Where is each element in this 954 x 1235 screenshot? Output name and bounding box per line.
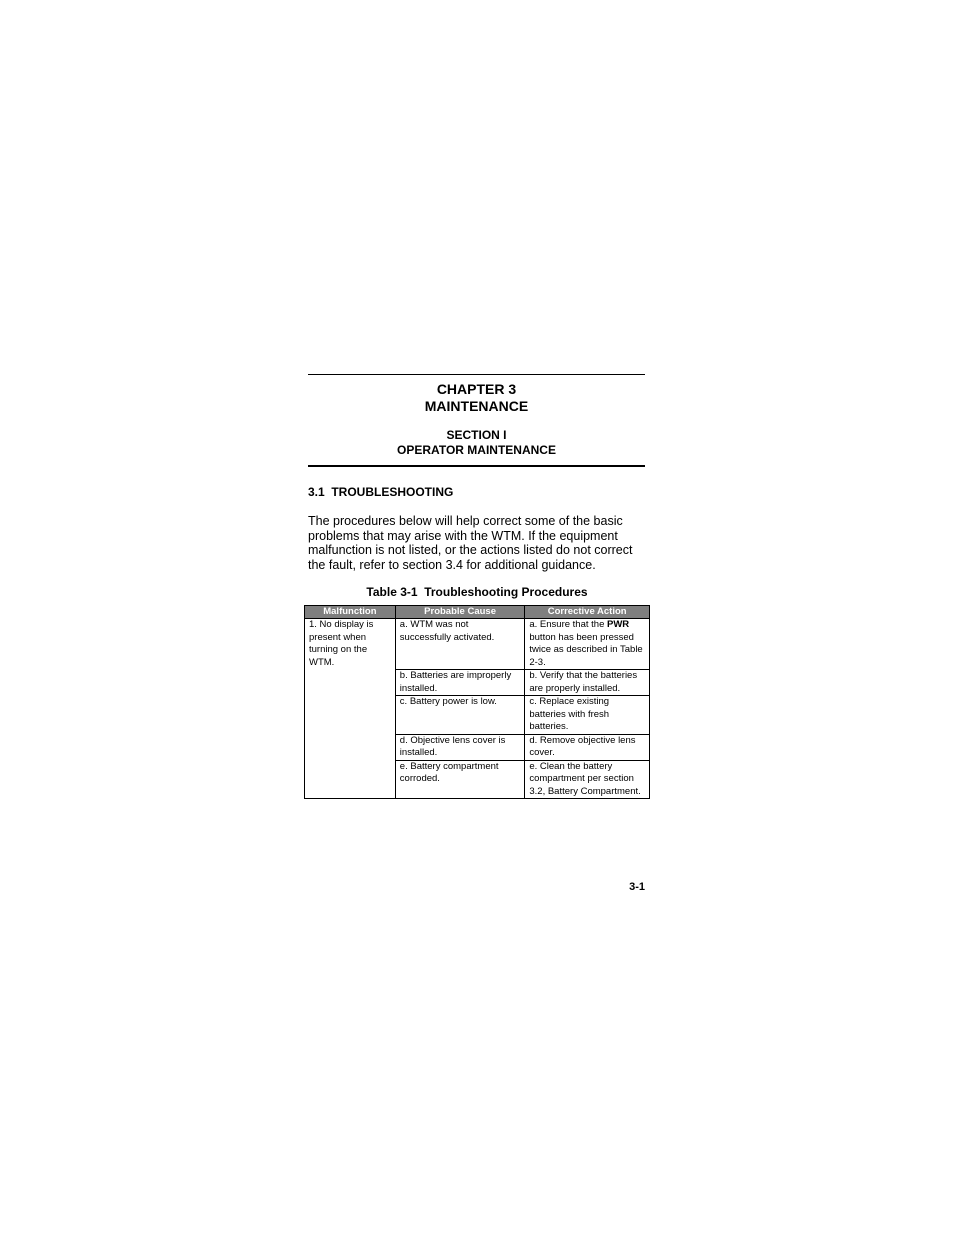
paragraph-line: The procedures below will help correct some of the basic bbox=[308, 514, 623, 528]
header-malfunction: Malfunction bbox=[305, 606, 396, 619]
header-probable-cause: Probable Cause bbox=[395, 606, 525, 619]
table-header-row bbox=[305, 606, 650, 619]
bottom-rule bbox=[308, 465, 645, 467]
table-row bbox=[305, 619, 650, 670]
chapter-title: MAINTENANCE bbox=[424, 398, 529, 414]
paragraph-line: problems that may arise with the WTM. If the equipment bbox=[308, 528, 618, 543]
cause-cell: d. Objective lens cover is installed. bbox=[395, 734, 525, 760]
action-cell: e. Clean the battery compartment per section 3.2, Battery Compartment. bbox=[525, 760, 650, 799]
subsection-title: 3.1 TROUBLESHOOTING bbox=[308, 485, 454, 499]
action-cell: c. Replace existing batteries with fresh batteries. bbox=[525, 696, 650, 735]
action-cell: d. Remove objective lens cover. bbox=[525, 734, 650, 760]
page-number: 3-1 bbox=[629, 881, 645, 893]
table-caption: Table 3-1 Troubleshooting Procedures bbox=[366, 585, 588, 599]
action-cell bbox=[525, 619, 650, 670]
cause-cell: a. WTM was not successfully activated. bbox=[395, 619, 525, 670]
section-number: SECTION I bbox=[446, 428, 507, 442]
chapter-heading bbox=[308, 381, 645, 415]
top-rule bbox=[308, 374, 645, 375]
pwr-button-label: PWR bbox=[607, 619, 630, 630]
cause-cell: e. Battery compartment corroded. bbox=[395, 760, 525, 799]
section-heading bbox=[308, 428, 645, 458]
cause-cell: c. Battery power is low. bbox=[395, 696, 525, 735]
action-text: a. Ensure that the bbox=[529, 619, 607, 630]
paragraph-line: malfunction is not listed, or the actions listed do not correct bbox=[308, 543, 633, 557]
action-cell: b. Verify that the batteries are properly installed. bbox=[525, 670, 650, 696]
header-corrective-action: Corrective Action bbox=[525, 606, 650, 619]
chapter-number: CHAPTER 3 bbox=[436, 381, 517, 397]
malfunction-cell: 1. No display is present when turning on the WTM. bbox=[305, 619, 396, 799]
troubleshooting-table bbox=[304, 605, 650, 799]
intro-paragraph bbox=[308, 514, 648, 572]
paragraph-line: the fault, refer to section 3.4 for additional guidance. bbox=[308, 557, 596, 572]
section-title: OPERATOR MAINTENANCE bbox=[397, 443, 556, 457]
cause-cell: b. Batteries are improperly installed. bbox=[395, 670, 525, 696]
action-text: button has been pressed twice as described in Table 2-3. bbox=[529, 631, 643, 668]
